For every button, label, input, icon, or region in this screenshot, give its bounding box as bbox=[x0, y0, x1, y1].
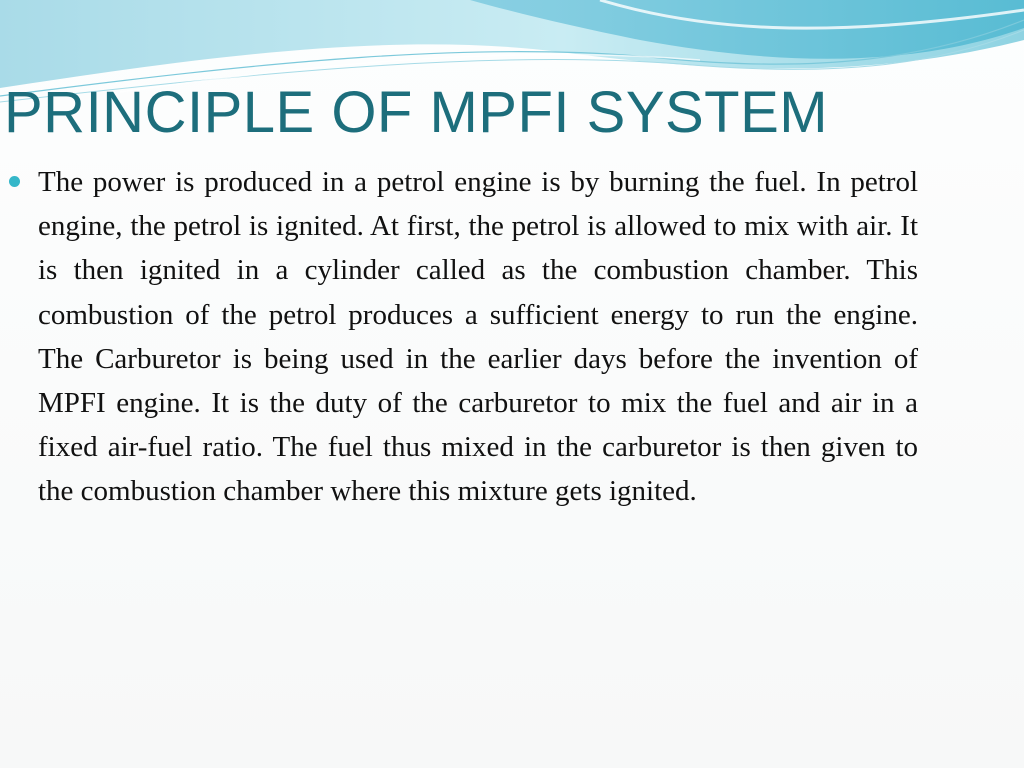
bullet-dot-icon bbox=[9, 176, 20, 187]
bullet-text: The power is produced in a petrol engine is by burning the fuel. In petrol engine, the petrol is ignited. At first, the petrol is allowed to mix with air. It is then ignited in a cylinder called as the combustion chamber. This combustion of the petrol produces a sufficient energy to run the engine. The Carburetor is being used in the earlier days before the invention of MPFI engine. It is the duty of the carburetor to mix the fuel and air in a fixed air-fuel ratio. The fuel thus mixed in the carburetor is then given to the combustion chamber where this mixture gets ignited. bbox=[38, 166, 918, 508]
slide-title: PRINCIPLE OF MPFI SYSTEM bbox=[4, 80, 829, 145]
